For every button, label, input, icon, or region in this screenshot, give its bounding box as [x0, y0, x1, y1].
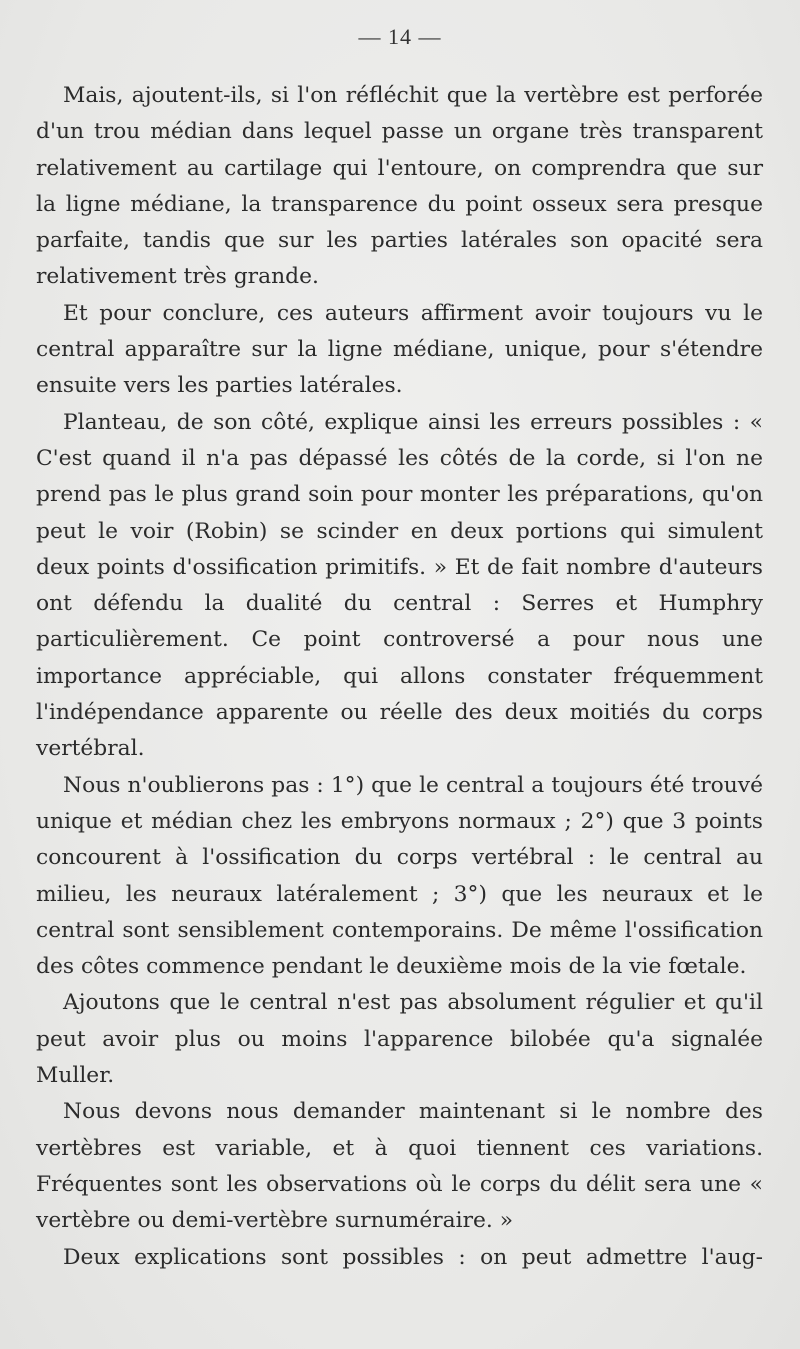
paragraph: Nous n'oublierons pas : 1°) que le central a toujours été trouvé unique et médian chez les embryons normaux ; 2°) que 3 points concourent à l'ossification du corps vertébral : le central au milieu, les neuraux latéralement ; 3°) que les neuraux et le central sont sensiblement contemporains. De même l'ossification des côtes commence pendant le deuxième mois de la vie fœtale. [36, 772, 763, 980]
paragraph: Et pour conclure, ces auteurs affirment avoir toujours vu le central apparaître sur la ligne médiane, unique, pour s'étendre ensuite vers les parties latérales. [36, 300, 763, 399]
body-text [36, 78, 763, 1276]
paragraph: Ajoutons que le central n'est pas absolument régulier et qu'il peut avoir plus ou moins l'apparence bilobée qu'a signalée Muller. [36, 990, 763, 1089]
paragraph: Deux explications sont possibles : on peut admettre l'aug- [63, 1244, 763, 1270]
paragraph: Mais, ajoutent-ils, si l'on réfléchit que la vertèbre est perforée d'un trou médian dans lequel passe un organe très transparent relativement au cartilage qui l'entoure, on comprendra que sur la ligne médiane, la transparence du point osseux sera presque parfaite, tandis que sur les parties latérales son opacité sera relativement très grande. [36, 83, 763, 290]
paragraph: Planteau, de son côté, explique ainsi les erreurs possibles : « C'est quand il n'a pas dépassé les côtés de la corde, si l'on ne prend pas le plus grand soin pour monter les préparations, qu'on peut le voir (Robin) se scinder en deux portions qui simulent deux points d'ossification primitifs. » Et de fait nombre d'auteurs ont défendu la dualité du central : Serres et Humphry particulièrement. Ce point controversé a pour nous une importance appréciable, qui allons constater fréquemment l'indépendance apparente ou réelle des deux moitiés du corps vertébral. [36, 409, 763, 762]
page-number: — 14 — [358, 24, 442, 49]
paragraph: Nous devons nous demander maintenant si le nombre des vertèbres est variable, et à quoi tiennent ces variations. Fréquentes sont les observations où le corps du délit sera une « vertèbre ou demi-vertèbre surnuméraire. » [36, 1099, 763, 1234]
